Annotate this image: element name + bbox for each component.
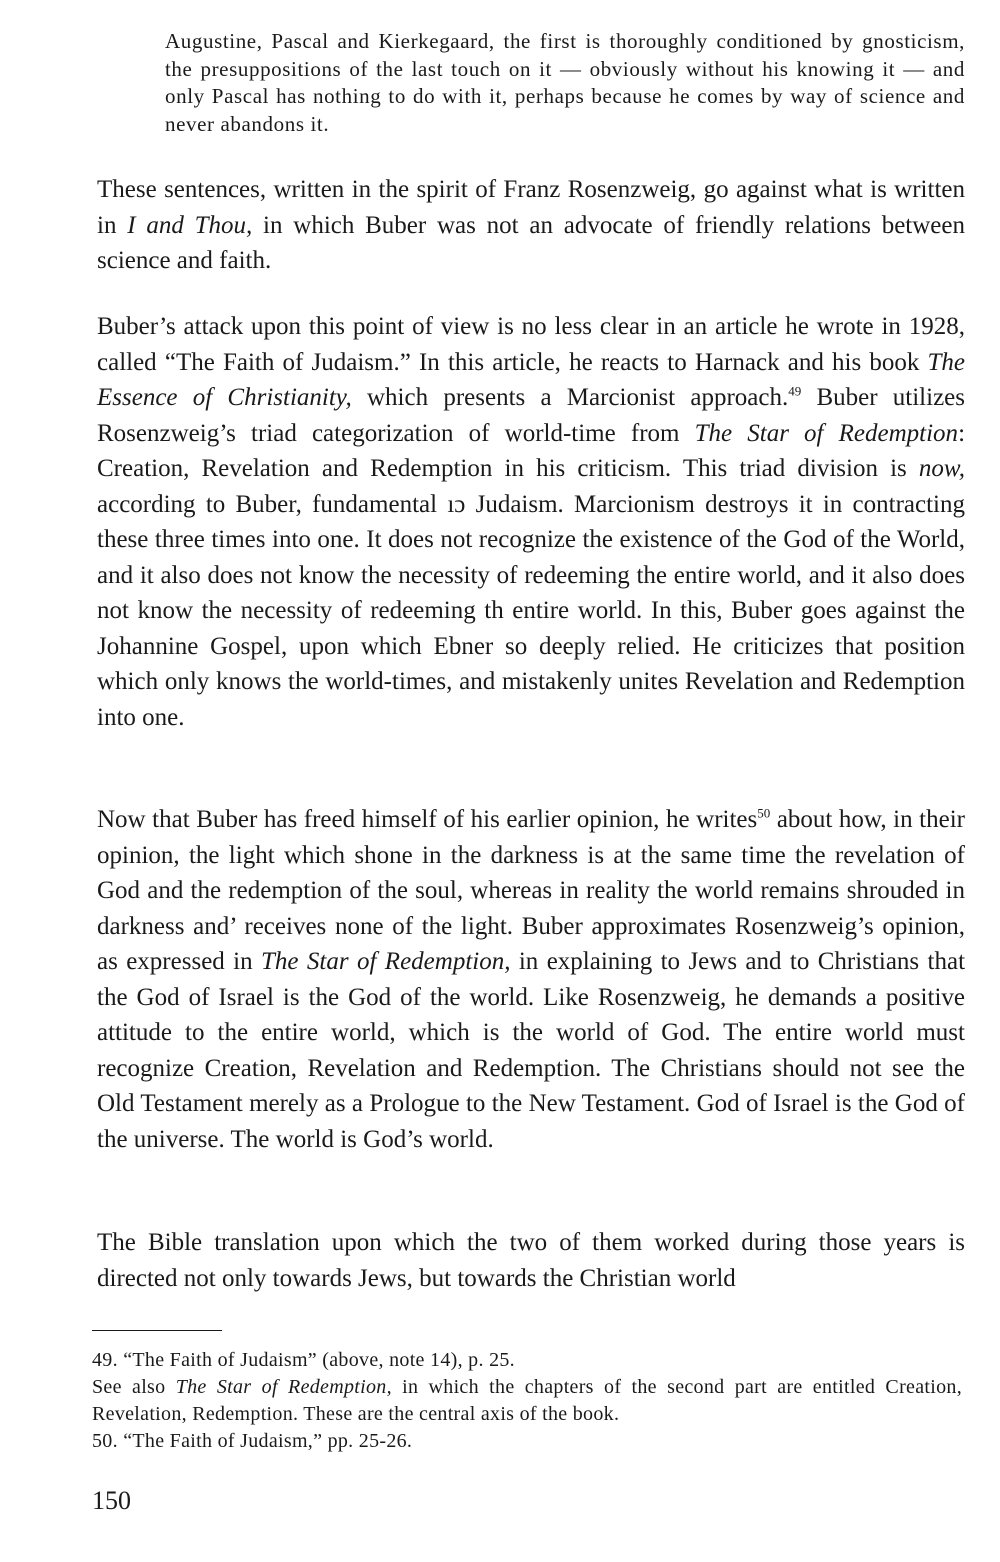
footnote-see-also — [92, 1374, 962, 1428]
paragraph-1 — [97, 172, 965, 279]
footnote-49: 49. “The Faith of Judaism” (above, note 14), p. 25. — [92, 1349, 515, 1371]
paragraph-2-emphasis: now, — [918, 455, 965, 482]
paragraph-3 — [97, 802, 965, 1157]
footnote-ref-50: 50 — [757, 805, 771, 821]
paragraph-2-book-title-essence: The Essence of Christianity, — [97, 348, 965, 411]
footnote-ref-49: 49 — [788, 383, 802, 399]
paragraph-2-text-b: which presents a Marcionist approach. — [351, 384, 789, 411]
footnote-see-also-text-b: in which the chapters of the second part are entitled Creation, Revelation, Redemption. These are the central axis of the book. — [92, 1376, 962, 1425]
footnote-divider — [92, 1330, 222, 1331]
paragraph-1-text-b: in which Buber was not an advocate of friendly relations between science and faith. — [97, 211, 965, 274]
block-quote — [165, 28, 965, 138]
paragraph-2-text-d: : Creation, Revelation and Redemption in his criticism. This triad division is — [97, 419, 966, 482]
paragraph-2-text-a: Buber’s attack upon this point of view is no less clear in an article he wrote in 1928, called “The Faith of Judaism.” In this article, he reacts to Harnack and his book — [97, 313, 965, 376]
paragraph-4-text: The Bible translation upon which the two of them worked during those years is directed not only towards Jews, but towards the Christian world — [97, 1229, 965, 1292]
block-quote-text: Augustine, Pascal and Kierkegaard, the first is thoroughly conditioned by gnosticism, the presuppositions of the last touch on it — obviously without his knowing it — and only Pascal has nothing to do with it, perhaps because he comes by way of science and never abandons it. — [165, 29, 965, 136]
footnote-50: 50. “The Faith of Judaism,” pp. 25-26. — [92, 1430, 413, 1452]
paragraph-4 — [97, 1225, 965, 1296]
footnotes — [92, 1347, 962, 1455]
paragraph-3-book-title: The Star of Redemption, — [261, 948, 511, 975]
footnote-see-also-text-a: See also — [92, 1376, 176, 1398]
paragraph-1-book-title: I and Thou, — [127, 211, 253, 239]
paragraph-1-text-a: These sentences, written in the spirit of Franz Rosenzweig, go against what is written in — [97, 176, 965, 239]
paragraph-3-text-c: in explaining to Jews and to Christians that the God of Israel is the God of the world. Like Rosenzweig, he demands a positive attitude to the entire world, which is the world of God. The entire world must recognize Creation, Revelation and Redemption. The Christians should not see the Old Testament merely as a Prologue to the New Testament. God of Israel is the God of the universe. The world is God’s world. — [97, 948, 966, 1153]
paragraph-2 — [97, 309, 965, 735]
page-number: 150 — [92, 1486, 131, 1515]
paragraph-3-text-a: Now that Buber has freed himself of his earlier opinion, he writes — [97, 806, 758, 833]
paragraph-3-text-b: about how, in their opinion, the light which shone in the darkness is at the same time the revelation of God and the redemption of the soul, whereas in reality the world remains shrouded in darkness and’ receives none of the light. Buber approximates Rosenzweig’s opinion, as expressed in — [97, 806, 965, 975]
paragraph-2-book-title-star: The Star of Redemption — [694, 419, 959, 447]
footnote-book-title: The Star of Redemption, — [175, 1376, 392, 1398]
paragraph-2-text-c: Buber utilizes Rosenzweig’s triad categorization of world-time from — [97, 384, 966, 447]
paragraph-2-text-e: according to Buber, fundamental ıɔ Judaism. Marcionism destroys it in contracting these three times into one. It does not recognize the existence of the God of the World, and it also does not know the necessity of redeeming the entire world, and it also does not know the necessity of redeeming th entire world. In this, Buber goes against the Johannine Gospel, upon which Ebner so deeply relied. He criticizes that position which only knows the world-times, and mistakenly unites Revelation and Redemption into one. — [97, 490, 965, 731]
